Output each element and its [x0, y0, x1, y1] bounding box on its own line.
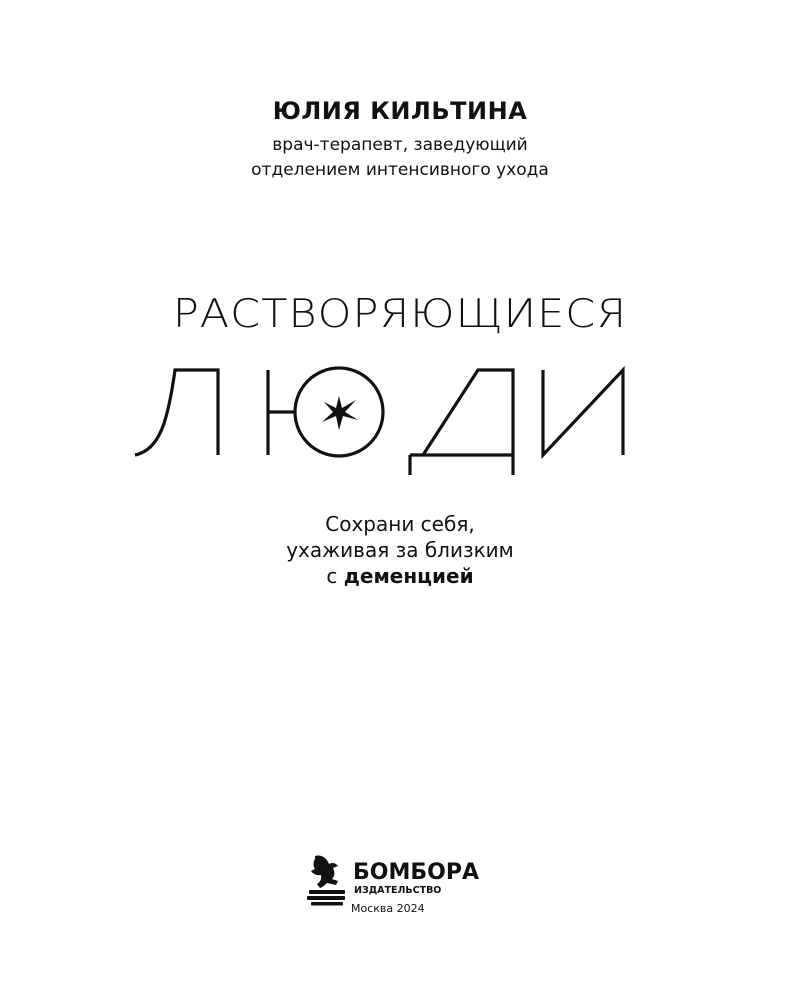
letter-l: [135, 370, 218, 455]
sparkle-icon: [322, 396, 358, 430]
author-role-line-2: отделением интенсивного ухода: [251, 160, 549, 180]
book-title-line-2: [0, 360, 800, 485]
letter-i: [543, 370, 623, 455]
book-subtitle: [0, 511, 800, 589]
subtitle-line-3: [0, 563, 800, 589]
book-title-line-1: [0, 289, 800, 339]
publisher-block: [305, 852, 495, 922]
book-title-line-1-text: РАСТВОРЯЮЩИЕСЯ: [172, 291, 628, 337]
subtitle-line-3-bold: деменцией: [343, 564, 474, 588]
letter-d-diagonal: [423, 370, 513, 455]
subtitle-line-1: Сохрани себя,: [325, 512, 475, 536]
publisher-name: БОМБОРА: [353, 860, 479, 885]
author-name: ЮЛИЯ КИЛЬТИНА: [272, 97, 528, 125]
subtitle-line-2: ухаживая за близким: [286, 538, 514, 562]
author-role: [0, 133, 800, 183]
publisher-label: ИЗДАТЕЛЬСТВО: [354, 885, 442, 896]
bombora-horse-logo-icon: [305, 854, 349, 906]
author-role-line-1: врач-терапевт, заведующий: [272, 135, 528, 155]
subtitle-line-3-prefix: с: [326, 564, 338, 588]
publisher-city-year: Москва 2024: [351, 902, 425, 915]
